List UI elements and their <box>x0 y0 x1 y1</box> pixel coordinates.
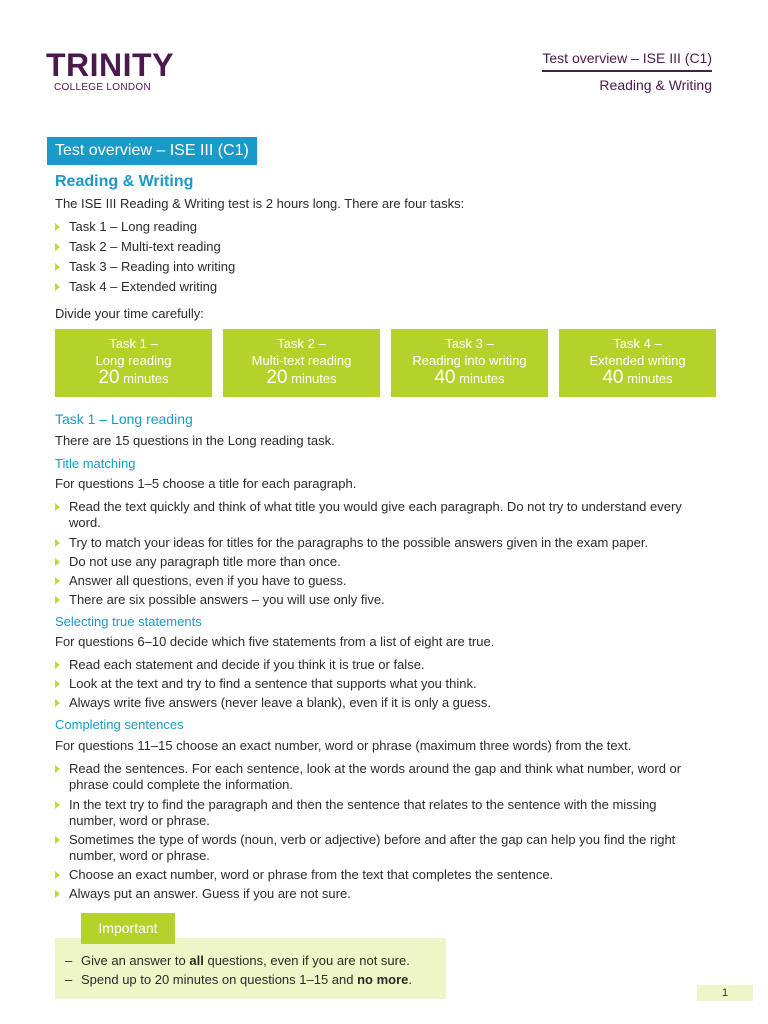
time-allocation-boxes <box>55 329 716 397</box>
intro-text: The ISE III Reading & Writing test is 2 hours long. There are four tasks: <box>55 196 465 211</box>
divide-time-text: Divide your time carefully: <box>55 306 204 321</box>
list-item: Always write five answers (never leave a blank), even if it is only a guess. <box>55 695 705 711</box>
list-item: Sometimes the type of words (noun, verb or adjective) before and after the gap can help you find the right number, word or phrase. <box>55 832 705 864</box>
trinity-logo <box>46 47 174 93</box>
completing-intro: For questions 11–15 choose an exact number, word or phrase (maximum three words) from the text. <box>55 738 632 753</box>
list-item: Choose an exact number, word or phrase from the text that completes the sentence. <box>55 867 705 883</box>
list-item: Read the sentences. For each sentence, look at the words around the gap and think what number, word or phrase could complete the information. <box>55 761 705 793</box>
true-statements-intro: For questions 6–10 decide which five statements from a list of eight are true. <box>55 634 495 649</box>
list-item: Read each statement and decide if you think it is true or false. <box>55 657 705 673</box>
logo-subtitle: COLLEGE LONDON <box>54 82 152 93</box>
list-item: – Give an answer to all questions, even if you are not sure. <box>65 953 410 968</box>
list-item: Look at the text and try to find a sentence that supports what you think. <box>55 676 705 692</box>
bullet-arrow-icon <box>55 558 60 566</box>
list-item: Do not use any paragraph title more than once. <box>55 554 705 570</box>
bullet-arrow-icon <box>55 661 60 669</box>
task-list <box>55 219 705 295</box>
list-item: In the text try to find the paragraph and then the sentence that relates to the sentence with the missing number, word or phrase. <box>55 797 705 829</box>
list-item: Read the text quickly and think of what title you would give each paragraph. Do not try to understand every word. <box>55 499 705 531</box>
bullet-arrow-icon <box>55 699 60 707</box>
bullet-arrow-icon <box>55 539 60 547</box>
section-heading: Reading & Writing <box>55 173 194 190</box>
bullet-arrow-icon <box>55 223 60 231</box>
task1-intro: There are 15 questions in the Long reading task. <box>55 433 335 448</box>
list-item: Always put an answer. Guess if you are not sure. <box>55 886 705 902</box>
completing-list <box>55 761 705 902</box>
list-item: Task 1 – Long reading <box>55 219 705 235</box>
page-number: 1 <box>697 985 753 1001</box>
title-matching-list <box>55 499 705 608</box>
bullet-arrow-icon <box>55 680 60 688</box>
list-item: Answer all questions, even if you have to guess. <box>55 573 705 589</box>
time-box-task-2: Task 2 – Multi-text reading 20 minutes <box>223 329 380 397</box>
bullet-arrow-icon <box>55 801 60 809</box>
completing-heading: Completing sentences <box>55 717 184 732</box>
list-item: Task 4 – Extended writing <box>55 279 705 295</box>
title-matching-heading: Title matching <box>55 456 136 471</box>
list-item: There are six possible answers – you will use only five. <box>55 592 705 608</box>
bullet-arrow-icon <box>55 871 60 879</box>
bullet-arrow-icon <box>55 765 60 773</box>
true-statements-list <box>55 657 705 711</box>
important-list <box>65 951 412 989</box>
page-title: Test overview – ISE III (C1) <box>47 137 257 165</box>
running-header-subtitle: Reading & Writing <box>599 77 712 93</box>
bullet-arrow-icon <box>55 836 60 844</box>
time-box-task-1: Task 1 – Long reading 20 minutes <box>55 329 212 397</box>
bullet-arrow-icon <box>55 283 60 291</box>
running-header-title: Test overview – ISE III (C1) <box>542 50 712 72</box>
title-matching-intro: For questions 1–5 choose a title for each paragraph. <box>55 476 357 491</box>
bullet-arrow-icon <box>55 596 60 604</box>
logo-wordmark: TRINITY <box>46 47 174 83</box>
time-box-task-4: Task 4 – Extended writing 40 minutes <box>559 329 716 397</box>
bullet-arrow-icon <box>55 503 60 511</box>
list-item: Task 2 – Multi-text reading <box>55 239 705 255</box>
list-item: Try to match your ideas for titles for the paragraphs to the possible answers given in the exam paper. <box>55 535 705 551</box>
bullet-arrow-icon <box>55 577 60 585</box>
important-label: Important <box>81 913 175 944</box>
list-item: Task 3 – Reading into writing <box>55 259 705 275</box>
bullet-arrow-icon <box>55 243 60 251</box>
time-box-task-3: Task 3 – Reading into writing 40 minutes <box>391 329 548 397</box>
running-header <box>542 50 712 93</box>
task1-heading: Task 1 – Long reading <box>55 411 193 427</box>
true-statements-heading: Selecting true statements <box>55 614 202 629</box>
list-item: – Spend up to 20 minutes on questions 1–15 and no more. <box>65 972 413 987</box>
bullet-arrow-icon <box>55 263 60 271</box>
bullet-arrow-icon <box>55 890 60 898</box>
